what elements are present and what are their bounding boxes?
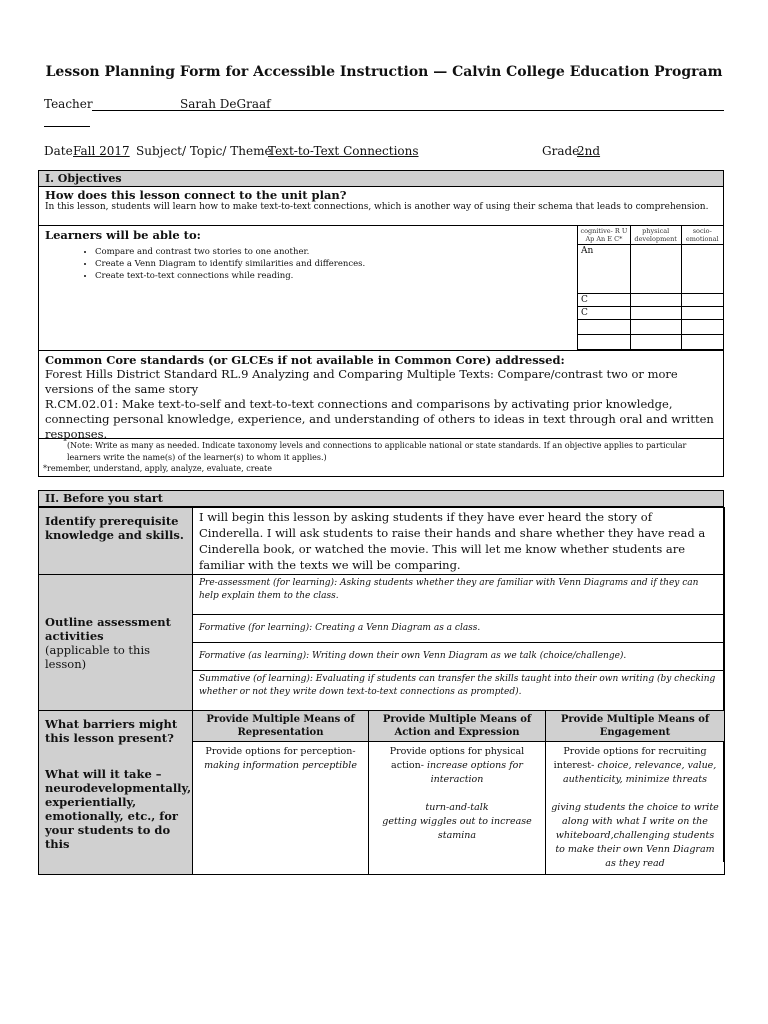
objectives-section xyxy=(38,170,724,477)
table-cell: An xyxy=(578,245,631,294)
prereq-label: Identify prerequisite knowledge and skills. xyxy=(39,508,193,575)
grade-value: 2nd xyxy=(577,144,601,158)
udl-representation xyxy=(193,742,369,875)
udl-rep-1: Provide options for perception- xyxy=(205,746,356,757)
note-block xyxy=(39,439,723,474)
barriers-cell xyxy=(39,711,193,875)
udl-act-4: getting wiggles out to increase stamina xyxy=(382,816,532,841)
teacher-label: Teacher xyxy=(44,97,93,111)
learners-heading: Learners will be able to: xyxy=(45,228,201,242)
udl-act-2: increase options for interaction xyxy=(426,760,523,785)
col-socio: socio- emotional xyxy=(681,226,723,245)
unit-answer: In this lesson, students will learn how to make text-to-text connections, which is another way of using their schema that leads to comprehension. xyxy=(45,202,709,212)
assessment-formative-as: Formative (as learning): Writing down their own Venn Diagram as we talk (choice/challenge). xyxy=(193,643,725,671)
teacher-name: Sarah DeGraaf xyxy=(180,97,271,111)
udl-engagement xyxy=(546,742,725,875)
assessment-formative-for: Formative (for learning): Creating a Venn Diagram as a class. xyxy=(193,615,725,643)
udl-eng-1: Provide options for recruiting interest- xyxy=(553,746,707,771)
standards-text-2: R.CM.02.01: Make text-to-self and text-to-text connections and comparisons by activating prior knowledge, connecting personal knowledge, experience, and understanding of others to ideas in text through oral and written responses. xyxy=(45,397,714,441)
udl-rep-2: making information perceptible xyxy=(204,760,357,771)
prereq-text: I will begin this lesson by asking students if they have ever heard the story of Cinderella. I will ask students to raise their hands and share whether they have read a Cinderella book, or watched the movie. This will let me know whether students are familiar with the texts we will be comparing. xyxy=(193,508,725,575)
list-item: • Create a Venn Diagram to identify similarities and differences. xyxy=(95,258,717,270)
teacher-row xyxy=(44,97,724,111)
assessment-label: Outline assessment activities xyxy=(45,614,171,643)
unit-connection xyxy=(39,187,723,226)
teacher-underline-2 xyxy=(44,126,90,127)
taxonomy-footnote: *remember, understand, apply, analyze, evaluate, create xyxy=(43,464,272,473)
list-item: • Compare and contrast two stories to one another. xyxy=(95,246,717,258)
standards-block xyxy=(39,351,723,439)
assessment-label-cell xyxy=(39,575,193,711)
objectives-note: (Note: Write as many as needed. Indicate taxonomy levels and connections to applicable national or state standards. If an objective applies to particular learners write the name(s) of the learner(s) to whom it applies.) xyxy=(67,441,687,462)
table-cell: C xyxy=(578,307,631,320)
subject-value: Text-to-Text Connections xyxy=(268,144,419,158)
table-cell: C xyxy=(578,294,631,307)
taxonomy-table xyxy=(577,225,724,350)
udl-eng-3: giving students the choice to write along with what I write on the whiteboard,challenging students to make their own Venn Diagram as they read xyxy=(551,802,719,869)
learners-block xyxy=(39,226,723,351)
col-physical: physical development xyxy=(630,226,681,245)
udl-action xyxy=(369,742,546,875)
teacher-underline xyxy=(92,110,724,111)
assessment-sub: (applicable to this lesson) xyxy=(45,642,151,671)
date-value: Fall 2017 xyxy=(73,144,130,158)
udl-header-action: Provide Multiple Means of Action and Expression xyxy=(369,711,546,742)
assessment-pre: Pre-assessment (for learning): Asking students whether they are familiar with Venn Diagrams and if they can help explain them to the class. xyxy=(193,575,725,615)
objectives-header: I. Objectives xyxy=(39,171,723,187)
col-cognitive: cognitive- R U Ap An E C* xyxy=(578,226,631,245)
before-start-header: II. Before you start xyxy=(39,491,723,507)
assessment-summative: Summative (of learning): Evaluating if students can transfer the skills taught into their own writing (by checking whether or not they write down text-to-text connections as prompted). xyxy=(193,671,725,711)
before-start-section xyxy=(38,490,724,869)
list-item: • Create text-to-text connections while reading. xyxy=(95,270,717,282)
subject-label: Subject/ Topic/ Theme xyxy=(136,144,272,158)
standards-heading: Common Core standards (or GLCEs if not available in Common Core) addressed: xyxy=(45,353,565,367)
standards-text-1: Forest Hills District Standard RL.9 Analyzing and Comparing Multiple Texts: Compare/contrast two or more versions of the same story xyxy=(45,367,678,396)
unit-question: How does this lesson connect to the unit plan? xyxy=(45,188,347,202)
udl-header-representation: Provide Multiple Means of Representation xyxy=(193,711,369,742)
barriers-label: What barriers might this lesson present? xyxy=(45,717,178,745)
take-label: What will it take – neurodevelopmentally, experientially, emotionally, etc., for your students to do this xyxy=(45,767,192,851)
udl-act-1: Provide options for physical action- xyxy=(389,746,525,771)
udl-eng-2: choice, relevance, value, authenticity, minimize threats xyxy=(563,760,717,785)
grade-label: Grade xyxy=(542,144,580,158)
page-title: Lesson Planning Form for Accessible Instruction — Calvin College Education Program xyxy=(45,64,723,80)
date-label: Date xyxy=(44,144,73,158)
before-start-table xyxy=(38,507,725,875)
udl-act-3: turn-and-talk xyxy=(425,802,489,813)
udl-header-engagement: Provide Multiple Means of Engagement xyxy=(546,711,725,742)
